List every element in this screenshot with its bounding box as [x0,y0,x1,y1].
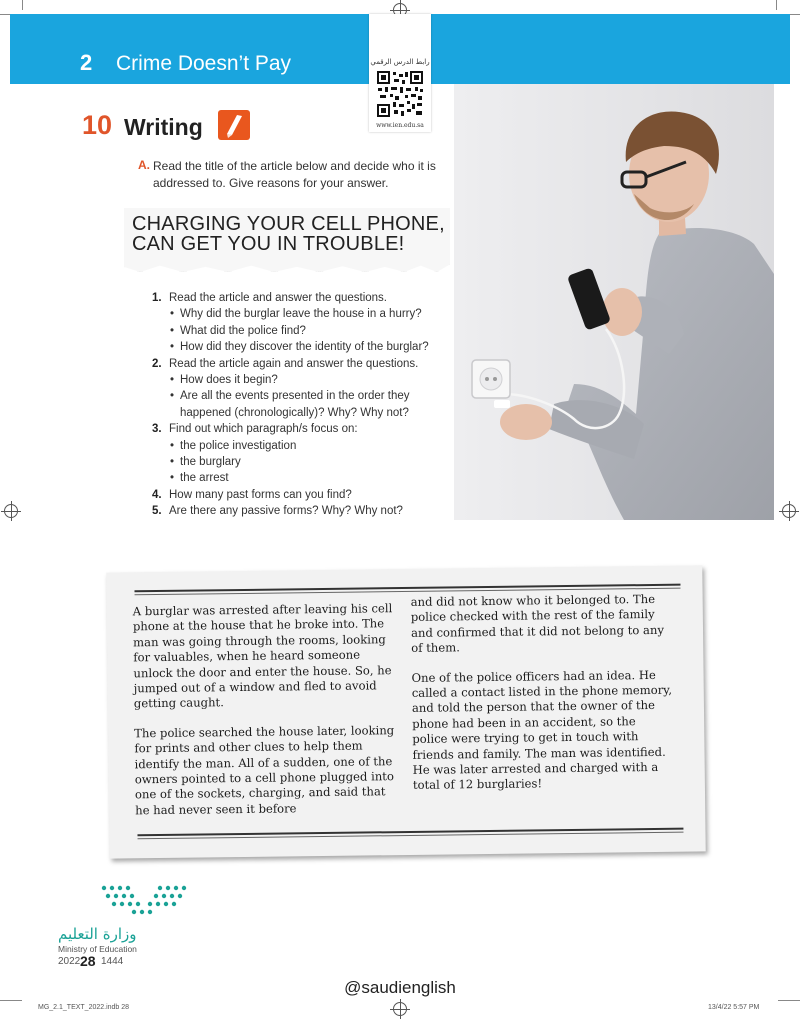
question-number: 2. [152,357,162,370]
question-bullet: • How does it begin? [152,372,452,388]
question-item [152,421,452,437]
qr-card[interactable] [369,14,431,132]
question-bullet: • Why did the burglar leave the house in a hurry? [152,306,452,322]
headline-line-1: CHARGING YOUR CELL PHONE, [132,213,445,235]
question-number: 3. [152,423,162,436]
article-headline [132,214,452,254]
unit-number: 2 [80,50,93,75]
question-bullet: • Are all the events presented in the order they happened (chronologically)? Why? Why not? [152,388,430,421]
article-column-right [411,592,676,808]
print-slug-date: 13/4/22 5:57 PM [708,1004,760,1011]
article-paragraph: and did not know who it belonged to. The police checked with the rest of the family and confirmed that it did not belong to any of them. [410,591,665,656]
qr-url: www.ien.edu.sa [376,122,424,129]
question-item [152,487,452,503]
question-bullet: • the arrest [152,470,452,486]
question-list [152,290,452,520]
registration-mark [393,1002,407,1016]
unit-title: Crime Doesn’t Pay [116,52,292,75]
question-text: Are there any passive forms? Why? Why not? [169,505,403,518]
question-item [152,290,452,306]
article-column-left [133,601,398,832]
question-text: How many past forms can you find? [169,488,352,501]
article-paragraph: A burglar was arrested after leaving his cell phone at the house that he broke into. The man was going through the rooms, looking for valuables, when he heard someone unlock the door and enter the house. So, he jumped out of a window and fled to avoid getting caught. [132,601,393,711]
crop-mark [776,0,777,10]
page-number: 28 [80,953,96,969]
watermark-handle: @saudienglish [344,978,456,997]
year-gregorian: 2022 [58,956,81,967]
question-bullet: • What did the police find? [152,323,452,339]
photo-man-charging-phone [454,84,774,520]
task-a-label: A. [138,158,150,172]
registration-mark [782,504,796,518]
crop-mark [22,0,23,10]
article-paragraph: One of the police officers had an idea. He called a contact listed in the phone memory, and told the person that the owner of the phone had been in an accident, so the police were trying to get in touch with friends and family. The man was identified. He was later arrested and charged with a total of 12 burglaries! [411,667,673,793]
question-text: Read the article again and answer the questions. [169,357,419,370]
ministry-name-arabic: وزارة التعليم [58,925,137,943]
article-card [106,565,705,858]
question-number: 1. [152,292,162,304]
question-bullet: • the police investigation [152,438,452,454]
crop-mark [778,1000,800,1001]
print-slug-file: MG_2.1_TEXT_2022.indb 28 [38,1004,130,1011]
registration-mark [4,504,18,518]
pencil-icon [218,110,250,140]
section-title: Writing [124,114,203,140]
ministry-name-english: Ministry of Education [58,944,137,954]
question-number: 5. [152,505,162,518]
question-bullet: • How did they discover the identity of the burglar? [152,339,452,355]
question-item [152,356,452,372]
article-paragraph: The police searched the house later, looking for prints and other clues to help them identify the man. All of a sudden, one of the owners pointed to a cell phone plugged into one of the sockets, charging, and said that he had never seen it before [134,722,395,818]
task-a-instruction: Read the title of the article below and decide who it is addressed to. Give reasons for your answer. [153,159,436,190]
qr-code-icon [376,70,424,118]
question-text: Read the article and answer the questions. [169,292,387,304]
headline-line-2: CAN GET YOU IN TROUBLE! [132,233,405,255]
question-number: 4. [152,488,162,501]
section-number: 10 [82,110,113,140]
ministry-logo-icon [100,884,192,918]
question-bullet: • the burglary [152,454,452,470]
year-hijri: 1444 [101,956,124,967]
qr-label: رابط الدرس الرقمي [370,58,430,66]
question-text: Find out which paragraph/s focus on: [169,423,358,436]
crop-mark [0,1000,22,1001]
question-item [152,503,452,519]
